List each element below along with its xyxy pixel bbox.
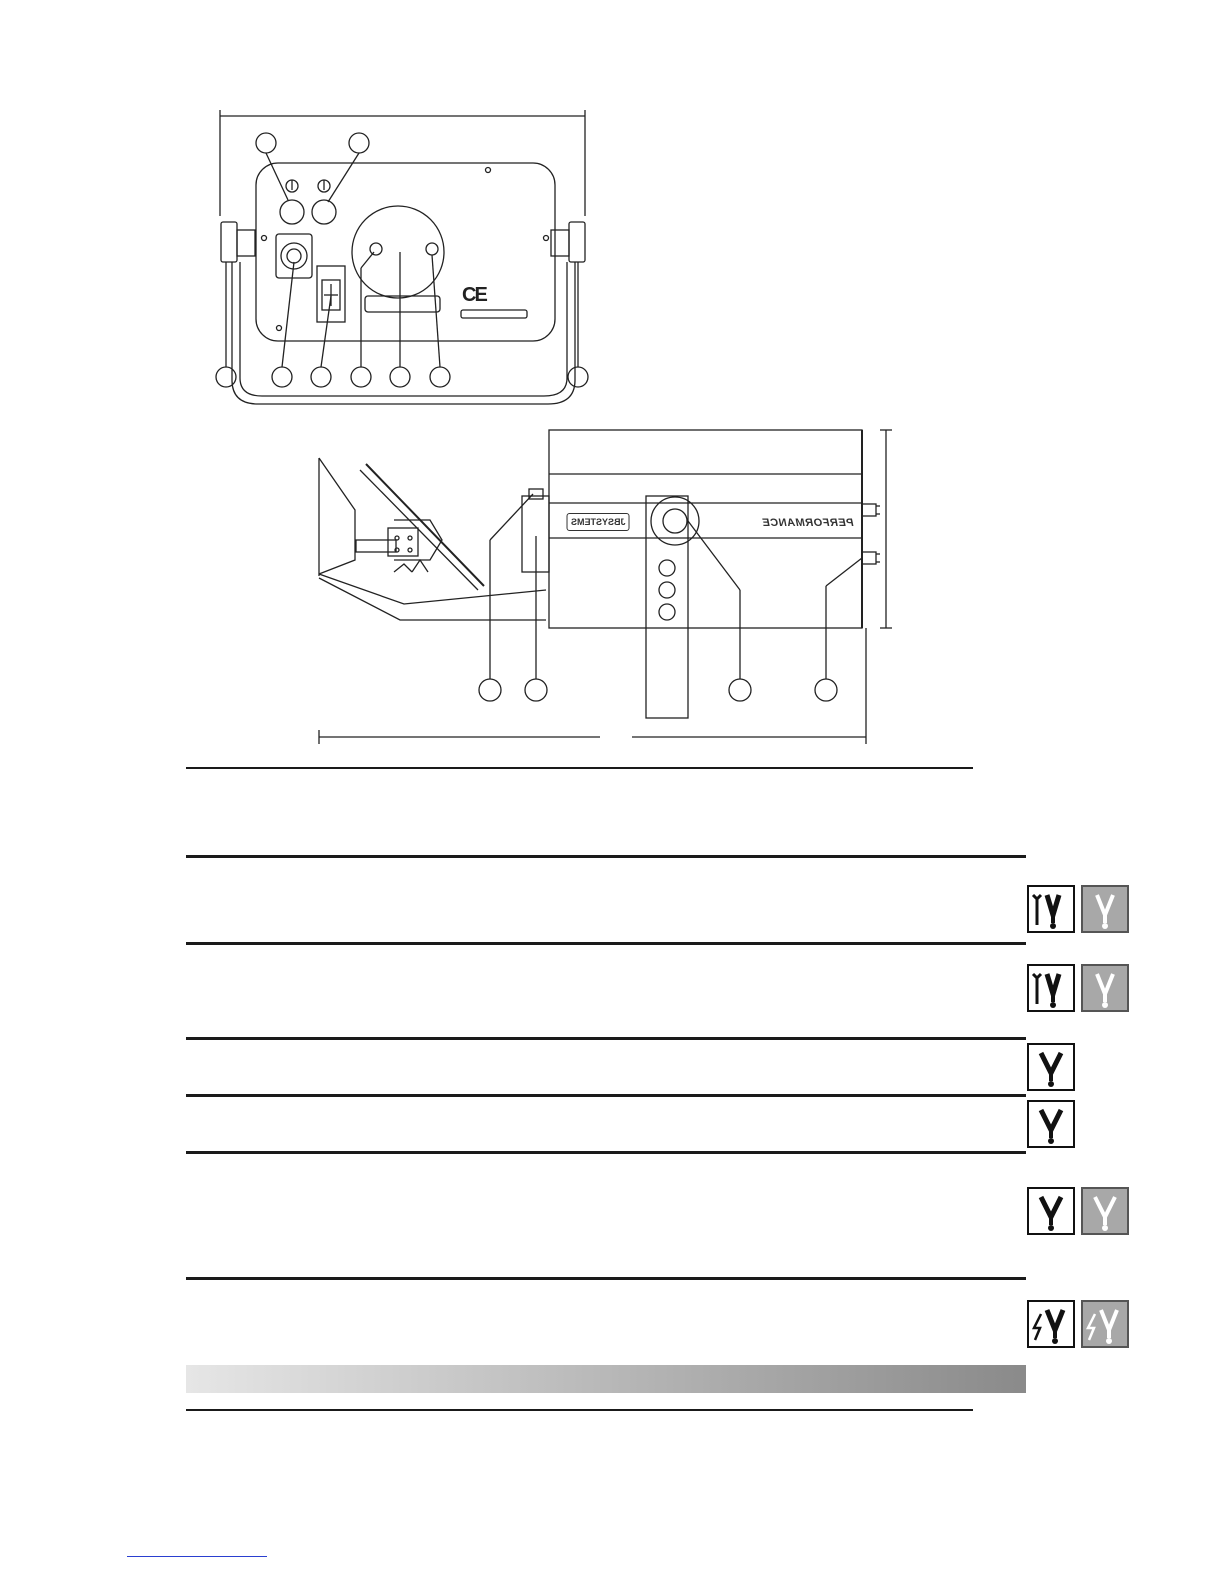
person-icon xyxy=(1081,1187,1129,1235)
logo-mirrored: JBSYSTEMS xyxy=(567,513,630,531)
section-rule-8 xyxy=(186,1409,973,1411)
section-rule-1 xyxy=(186,767,973,769)
section-rule-3 xyxy=(186,942,1026,945)
section-rule-6 xyxy=(186,1151,1026,1154)
section-rule-7 xyxy=(186,1277,1026,1280)
footer-link[interactable] xyxy=(127,1556,267,1557)
section-rule-4 xyxy=(186,1037,1026,1040)
brand-mirrored: PERFORMANCE xyxy=(762,517,854,529)
person-icon xyxy=(1081,964,1129,1012)
wrench-person-icon xyxy=(1027,964,1075,1012)
gradient-banner xyxy=(186,1365,1026,1393)
person-icon xyxy=(1027,1187,1075,1235)
wrench-person-icon xyxy=(1027,885,1075,933)
section-rule-2 xyxy=(186,855,1026,858)
person-icon xyxy=(1081,885,1129,933)
technical-drawing xyxy=(0,0,1224,760)
side-view-drawing xyxy=(319,430,892,744)
rear-panel-drawing xyxy=(216,110,588,404)
section-rule-5 xyxy=(186,1094,1026,1097)
lightning-person-icon xyxy=(1027,1300,1075,1348)
ce-mark: CE xyxy=(462,284,486,306)
lightning-person-icon xyxy=(1081,1300,1129,1348)
person-icon xyxy=(1027,1043,1075,1091)
person-icon xyxy=(1027,1100,1075,1148)
